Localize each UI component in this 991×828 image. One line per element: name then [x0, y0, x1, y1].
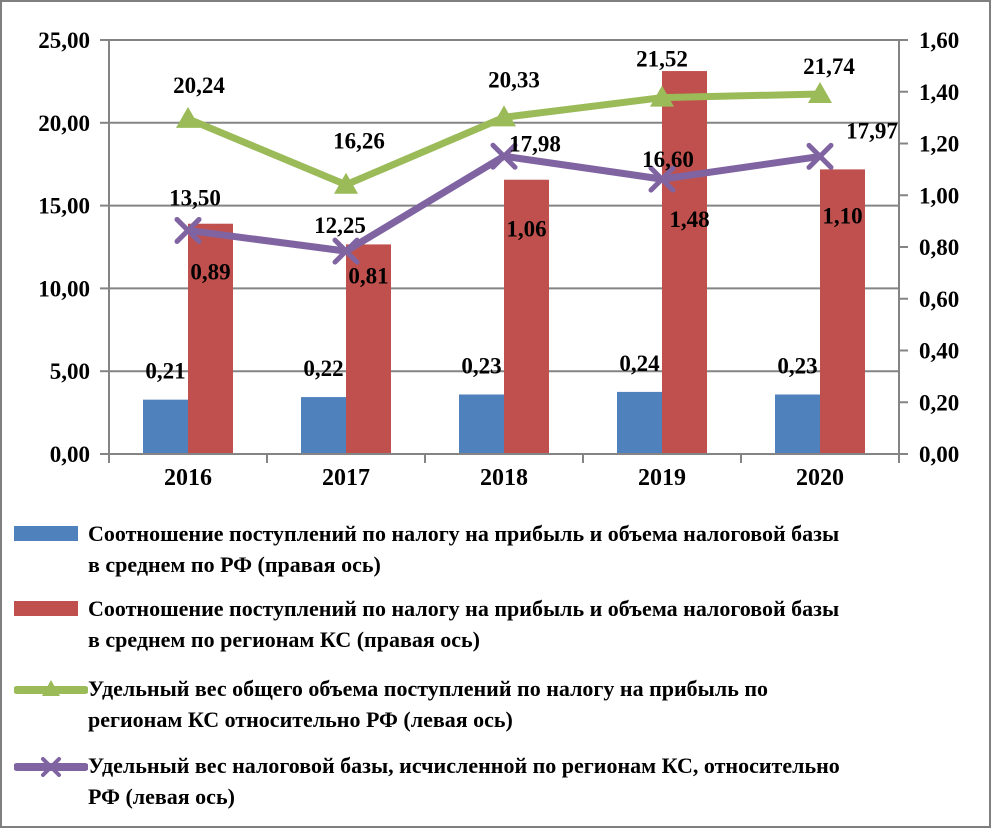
svg-text:1,10: 1,10: [822, 203, 863, 229]
svg-text:2020: 2020: [796, 465, 844, 491]
svg-text:1,48: 1,48: [669, 207, 710, 233]
legend-label-line: Соотношение поступлений по налогу на прибыль и объема налоговой базы: [88, 521, 840, 546]
svg-text:2017: 2017: [322, 465, 370, 491]
legend-label-line: РФ (левая ось): [88, 784, 235, 809]
svg-text:0,40: 0,40: [919, 338, 960, 364]
svg-text:1,60: 1,60: [919, 28, 960, 53]
svg-text:0,23: 0,23: [461, 353, 502, 379]
svg-text:0,00: 0,00: [919, 442, 960, 467]
svg-text:2019: 2019: [638, 465, 686, 491]
legend-label-line: регионам КС относительно РФ (левая ось): [88, 707, 513, 732]
svg-text:16,26: 16,26: [333, 128, 385, 154]
legend-item-share-taxbase: [14, 750, 983, 812]
svg-text:13,50: 13,50: [169, 185, 221, 211]
combo-chart-canvas: [2, 2, 991, 508]
svg-text:16,60: 16,60: [642, 147, 694, 173]
svg-text:17,97: 17,97: [846, 118, 898, 144]
svg-text:0,21: 0,21: [145, 358, 186, 384]
svg-text:0,20: 0,20: [919, 390, 960, 416]
svg-text:0,24: 0,24: [619, 350, 660, 376]
legend-green-line-triangle-icon: [14, 676, 88, 702]
svg-text:12,25: 12,25: [314, 213, 366, 239]
svg-text:0,80: 0,80: [919, 235, 960, 260]
svg-text:2018: 2018: [480, 465, 528, 491]
legend-purple-line-x-icon: [14, 753, 88, 779]
legend-label-line: Удельный вес общего объема поступлений по налогу на прибыль по: [88, 676, 769, 701]
svg-text:17,98: 17,98: [509, 131, 561, 157]
svg-text:1,06: 1,06: [506, 216, 547, 242]
legend-label-line: Соотношение поступлений по налогу на прибыль и объема налоговой базы: [88, 596, 840, 621]
svg-text:21,52: 21,52: [636, 46, 688, 72]
svg-text:0,60: 0,60: [919, 286, 960, 312]
svg-text:5,00: 5,00: [49, 359, 90, 385]
svg-text:1,00: 1,00: [919, 183, 960, 209]
legend-item-rf-ratio: [14, 518, 983, 580]
svg-text:15,00: 15,00: [38, 193, 90, 219]
legend-label-line: в среднем по РФ (правая ось): [88, 552, 381, 577]
legend-label-line: в среднем по регионам КС (правая ось): [88, 627, 480, 652]
legend-item-ks-ratio: [14, 593, 983, 655]
legend-item-share-receipts: [14, 673, 983, 735]
svg-text:25,00: 25,00: [38, 28, 90, 53]
svg-text:0,00: 0,00: [49, 442, 90, 467]
legend-swatch-blue-bar-icon: [14, 526, 78, 541]
svg-text:1,20: 1,20: [919, 131, 960, 157]
svg-text:10,00: 10,00: [38, 276, 90, 302]
legend-label-line: Удельный вес налоговой базы, исчисленной по регионам КС, относительно: [88, 753, 840, 778]
legend-swatch-red-bar-icon: [14, 601, 78, 616]
svg-text:1,40: 1,40: [919, 79, 960, 105]
svg-text:0,81: 0,81: [348, 263, 389, 289]
svg-text:0,23: 0,23: [777, 353, 818, 379]
svg-text:21,74: 21,74: [803, 53, 855, 79]
svg-text:20,33: 20,33: [488, 67, 540, 93]
svg-text:0,22: 0,22: [303, 356, 344, 382]
svg-text:20,24: 20,24: [173, 72, 225, 98]
svg-text:20,00: 20,00: [38, 110, 90, 136]
svg-text:2016: 2016: [164, 465, 212, 491]
svg-text:0,89: 0,89: [190, 259, 231, 285]
